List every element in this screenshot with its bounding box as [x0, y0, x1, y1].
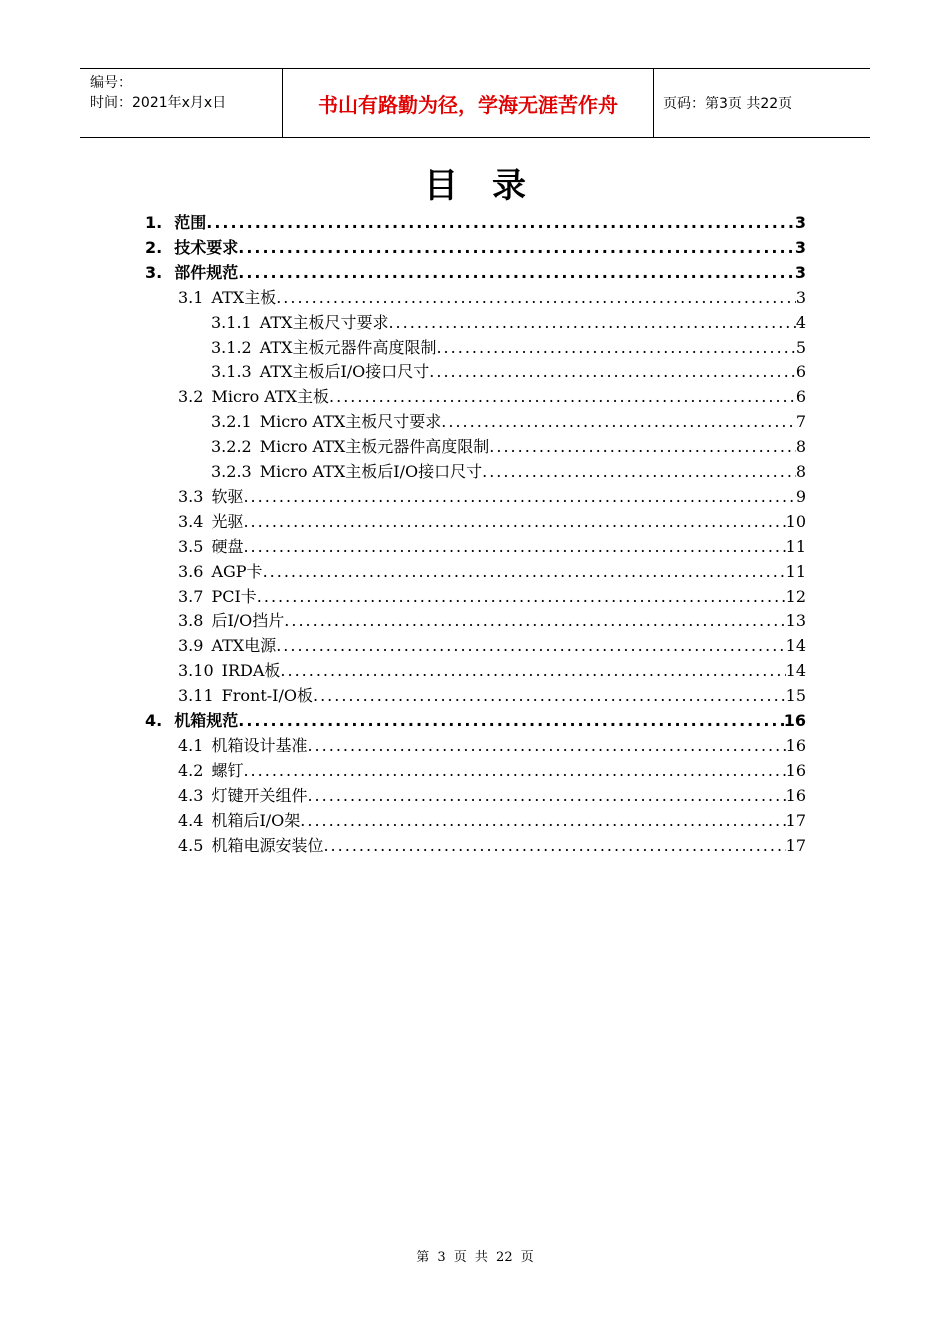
toc-entry-page: 14	[785, 661, 806, 681]
toc-leader-dots	[300, 808, 785, 833]
toc-entry-number: 3.1.1	[211, 312, 252, 332]
toc-entry-title: Front-I/O板	[221, 686, 313, 706]
toc-entry-page: 7	[795, 412, 806, 432]
toc-entry[interactable]	[145, 260, 806, 285]
toc-entry-number: 2.	[145, 237, 163, 257]
toc-entry-number: 3.8	[178, 611, 204, 631]
toc-entry[interactable]	[178, 683, 806, 708]
toc-entry[interactable]	[178, 783, 806, 808]
toc-entry-title: 后I/O挡片	[211, 611, 285, 631]
toc-entry-number: 3.2.2	[211, 437, 252, 457]
toc-entry-page: 16	[785, 785, 806, 805]
toc-entry[interactable]	[178, 808, 806, 833]
toc-entry-number: 4.1	[178, 735, 204, 755]
toc-entry[interactable]	[178, 584, 806, 609]
toc-entry-number: 3.1.2	[211, 337, 252, 357]
toc-entry-page: 10	[785, 511, 806, 531]
toc-entry-title: ATX主板	[211, 287, 277, 307]
page-header	[80, 68, 870, 138]
toc-entry-title: Micro ATX主板元器件高度限制	[259, 437, 490, 457]
toc-entry-number: 3.2	[178, 387, 204, 407]
toc-entry-page: 6	[795, 362, 806, 382]
toc-entry-page: 15	[785, 686, 806, 706]
toc-leader-dots	[257, 584, 786, 609]
toc-entry[interactable]	[178, 608, 806, 633]
toc-entry-title: Micro ATX主板后I/O接口尺寸	[259, 462, 483, 481]
toc-leader-dots	[280, 658, 785, 683]
toc-entry[interactable]	[211, 434, 806, 459]
toc-entry-title: 技术要求	[174, 237, 239, 257]
toc-entry[interactable]	[178, 484, 806, 509]
toc-leader-dots	[323, 833, 785, 858]
toc-entry-title: ATX主板尺寸要求	[259, 312, 389, 332]
toc-entry-page: 16	[785, 735, 806, 755]
toc-leader-dots	[313, 683, 786, 708]
toc-entry-number: 3.2.1	[211, 412, 252, 432]
toc-leader-dots	[329, 384, 796, 409]
toc-entry[interactable]	[178, 658, 806, 683]
toc-entry-page: 5	[795, 337, 806, 357]
toc-leader-dots	[238, 708, 784, 733]
toc-entry[interactable]	[178, 384, 806, 409]
toc-entry-number: 3.1	[178, 287, 204, 307]
toc-entry-number: 4.3	[178, 785, 204, 805]
toc-entry-page: 3	[794, 213, 806, 232]
toc-leader-dots	[441, 409, 796, 434]
toc-leader-dots	[276, 285, 796, 310]
toc-entry-title: 灯键开关组件	[211, 785, 308, 805]
toc-leader-dots	[206, 210, 795, 235]
toc-entry-number: 3.11	[178, 686, 214, 706]
toc-leader-dots	[482, 459, 796, 484]
toc-entry-page: 3	[795, 287, 806, 307]
toc-entry-page: 6	[795, 387, 806, 407]
toc-entry-title: 机箱电源安装位	[211, 835, 324, 855]
toc-leader-dots	[388, 310, 795, 335]
toc-entry-title: ATX主板元器件高度限制	[259, 337, 437, 357]
toc-entry[interactable]	[178, 559, 806, 584]
toc-entry-number: 3.10	[178, 661, 214, 681]
header-date: 时间：2021年x月x日	[90, 95, 227, 111]
toc-entry-page: 13	[785, 611, 806, 631]
toc-entry-title: 部件规范	[174, 262, 239, 282]
toc-leader-dots	[243, 534, 785, 559]
toc-entry-page: 9	[795, 486, 806, 506]
toc-entry-number: 4.5	[178, 835, 204, 855]
toc-entry-number: 3.7	[178, 586, 204, 606]
toc-entry-title: 光驱	[211, 511, 244, 531]
toc-entry-number: 1.	[145, 213, 163, 232]
toc-entry[interactable]	[145, 708, 806, 733]
toc-leader-dots	[489, 434, 796, 459]
toc-entry[interactable]	[178, 534, 806, 559]
toc-entry-page: 3	[794, 237, 806, 257]
toc-leader-dots	[436, 335, 795, 360]
toc-entry-number: 3.5	[178, 536, 204, 556]
header-number-label: 编号：	[90, 75, 132, 91]
toc-entry-title: Micro ATX主板尺寸要求	[259, 412, 442, 432]
toc-leader-dots	[429, 359, 796, 384]
header-page-info: 页码：第3页 共22页	[663, 96, 793, 112]
toc-entry-number: 3.	[145, 262, 163, 282]
toc-entry-title: 机箱设计基准	[211, 735, 308, 755]
toc-entry[interactable]	[178, 833, 806, 858]
toc-entry-title: 范围	[174, 213, 207, 232]
toc-entry-title: 机箱规范	[174, 711, 239, 730]
header-motto: 书山有路勤为径，学海无涯苦作舟	[282, 69, 654, 137]
toc-entry-page: 4	[795, 312, 806, 332]
toc-entry[interactable]	[178, 758, 806, 783]
toc-entry[interactable]	[145, 210, 806, 235]
toc-leader-dots	[238, 235, 795, 260]
toc-entry[interactable]	[211, 335, 806, 360]
toc-entry-number: 3.9	[178, 636, 204, 656]
toc-entry-number: 3.6	[178, 561, 204, 581]
toc-entry-title: AGP卡	[211, 561, 263, 581]
toc-leader-dots	[238, 260, 795, 285]
toc-entry-page: 17	[785, 810, 806, 830]
toc-entry[interactable]	[211, 359, 806, 384]
toc-entry-title: 机箱后I/O架	[211, 810, 301, 830]
toc-entry[interactable]	[178, 733, 806, 758]
toc-leader-dots	[243, 484, 795, 509]
toc-entry[interactable]	[211, 459, 806, 484]
toc-entry-number: 4.2	[178, 760, 204, 780]
toc-entry[interactable]	[211, 310, 806, 335]
header-meta	[80, 69, 282, 137]
toc-entry[interactable]	[178, 285, 806, 310]
toc-entry-page: 8	[795, 437, 806, 457]
toc-leader-dots	[263, 559, 786, 584]
toc-entry-page: 3	[794, 262, 806, 282]
toc-entry-title: ATX主板后I/O接口尺寸	[259, 362, 430, 382]
toc-leader-dots	[307, 783, 785, 808]
toc-leader-dots	[243, 758, 785, 783]
toc-leader-dots	[284, 608, 785, 633]
toc-entry-number: 3.2.3	[211, 462, 252, 481]
toc-entry-title: 硬盘	[211, 536, 244, 556]
toc-entry-number: 4.4	[178, 810, 204, 830]
toc-entry-number: 3.1.3	[211, 362, 252, 382]
toc-leader-dots	[243, 509, 785, 534]
toc-entry-page: 12	[785, 586, 806, 606]
toc-entry[interactable]	[178, 633, 806, 658]
toc-entry-number: 3.4	[178, 511, 204, 531]
toc-leader-dots	[307, 733, 785, 758]
toc-entry-title: IRDA板	[221, 661, 281, 681]
toc-entry-page: 14	[785, 636, 806, 656]
page-title: 目录	[424, 166, 560, 206]
toc-entry-title: 螺钉	[211, 760, 244, 780]
toc-entry[interactable]	[178, 509, 806, 534]
toc-entry-number: 4.	[145, 711, 163, 730]
toc-entry-page: 16	[785, 760, 806, 780]
toc-entry-title: Micro ATX主板	[211, 387, 330, 407]
toc-entry-title: ATX电源	[211, 636, 277, 656]
toc-entry-number: 3.3	[178, 486, 204, 506]
toc-entry-page: 16	[783, 711, 806, 730]
toc-entry-title: 软驱	[211, 486, 244, 506]
page-footer: 第 3 页 共 22 页	[416, 1250, 534, 1265]
toc-leader-dots	[276, 633, 785, 658]
toc-entry-title: PCI卡	[211, 586, 257, 606]
toc-entry-page: 17	[785, 835, 806, 855]
toc-entry-page: 11	[785, 561, 806, 581]
toc-entry-page: 8	[795, 462, 806, 481]
toc-entry-page: 11	[785, 536, 806, 556]
toc-entry[interactable]	[211, 409, 806, 434]
toc-entry[interactable]	[145, 235, 806, 260]
